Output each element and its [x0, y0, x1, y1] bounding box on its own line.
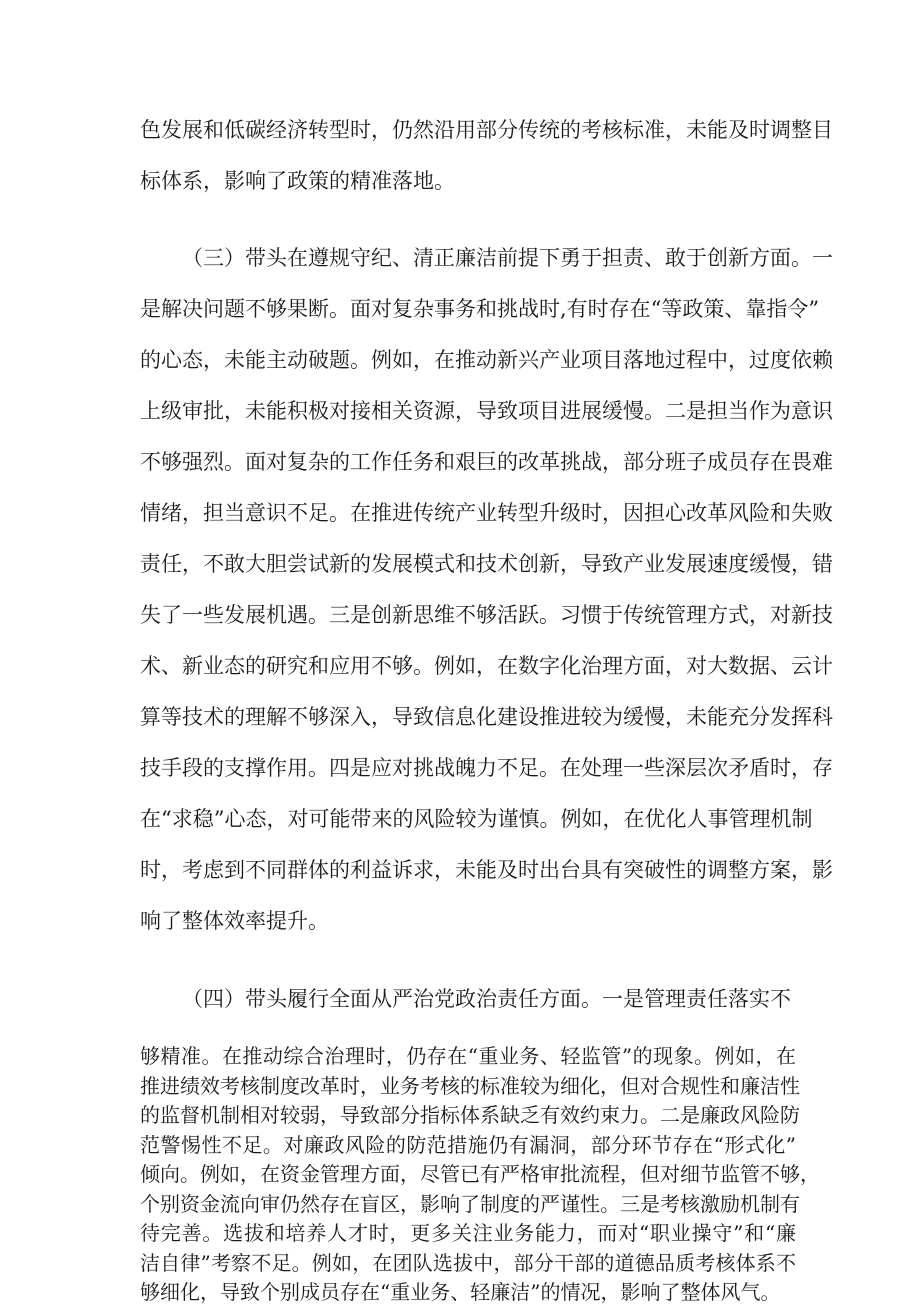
paragraph-line: 洁自律”考察不足。例如，在团队选拔中，部分干部的道德品质考核体系不: [140, 1250, 796, 1275]
paragraph-line: 标体系，影响了政策的精准落地。: [140, 169, 455, 193]
paragraph-line: 范警惕性不足。对廉政风险的防范措施仍有漏洞，部分环节存在“形式化”: [140, 1132, 796, 1157]
paragraph-line: 够细化，导致个别成员存在“重业务、轻廉洁”的情况，影响了整体风气。: [140, 1280, 781, 1304]
paragraph-line: 术、新业态的研究和应用不够。例如，在数字化治理方面，对大数据、云计: [140, 654, 833, 678]
paragraph-line: 责任，不敢大胆尝试新的发展模式和技术创新，导致产业发展速度缓慢，错: [140, 552, 833, 576]
paragraph-line: 上级审批，未能积极对接相关资源，导致项目进展缓慢。二是担当作为意识: [140, 399, 833, 423]
paragraph-line: 失了一些发展机遇。三是创新思维不够活跃。习惯于传统管理方式，对新技: [140, 603, 833, 627]
paragraph-line: 的监督机制相对较弱，导致部分指标体系缺乏有效约束力。二是廉政风险防: [140, 1103, 800, 1127]
paragraph-line: 个别资金流向审仍然存在盲区，影响了制度的严谨性。三是考核激励机制有: [140, 1191, 800, 1216]
paragraph-line: 在“求稳”心态，对可能带来的风险较为谨慎。例如，在优化人事管理机制: [140, 807, 813, 831]
paragraph-line: 是解决问题不够果断。面对复杂事务和挑战时,有时存在“等政策、靠指令”: [140, 297, 820, 321]
paragraph-line: 时，考虑到不同群体的利益诉求，未能及时出台具有突破性的调整方案，影: [140, 858, 833, 882]
paragraph-line: 够精准。在推动综合治理时，仍存在“重业务、轻监管”的现象。例如，在: [140, 1044, 796, 1068]
paragraph-line: 不够强烈。面对复杂的工作任务和艰巨的改革挑战，部分班子成员存在畏难: [140, 450, 833, 474]
paragraph-line: 倾向。例如，在资金管理方面，尽管已有严格审批流程，但对细节监管不够，: [140, 1162, 820, 1186]
paragraph-line: 响了整体效率提升。: [140, 909, 329, 933]
paragraph-line: 推进绩效考核制度改革时，业务考核的标准较为细化，但对合规性和廉洁性: [140, 1073, 800, 1098]
paragraph-line: （四）带头履行全面从严治党政治责任方面。一是管理责任落实不: [182, 987, 791, 1011]
paragraph-line: 的心态，未能主动破题。例如，在推动新兴产业项目落地过程中，过度依赖: [140, 348, 833, 372]
paragraph-line: 算等技术的理解不够深入，导致信息化建设推进较为缓慢，未能充分发挥科: [140, 705, 833, 729]
paragraph-line: 技手段的支撑作用。四是应对挑战魄力不足。在处理一些深层次矛盾时，存: [140, 756, 833, 780]
paragraph-line: 情绪，担当意识不足。在推进传统产业转型升级时，因担心改革风险和失败: [140, 501, 833, 525]
paragraph-line: 待完善。选拔和培养人才时，更多关注业务能力，而对“职业操守”和“廉: [140, 1221, 796, 1245]
paragraph-line: （三）带头在遵规守纪、清正廉洁前提下勇于担责、敢于创新方面。一: [182, 246, 833, 270]
paragraph-line: 色发展和低碳经济转型时，仍然沿用部分传统的考核标准，未能及时调整目: [140, 118, 833, 142]
